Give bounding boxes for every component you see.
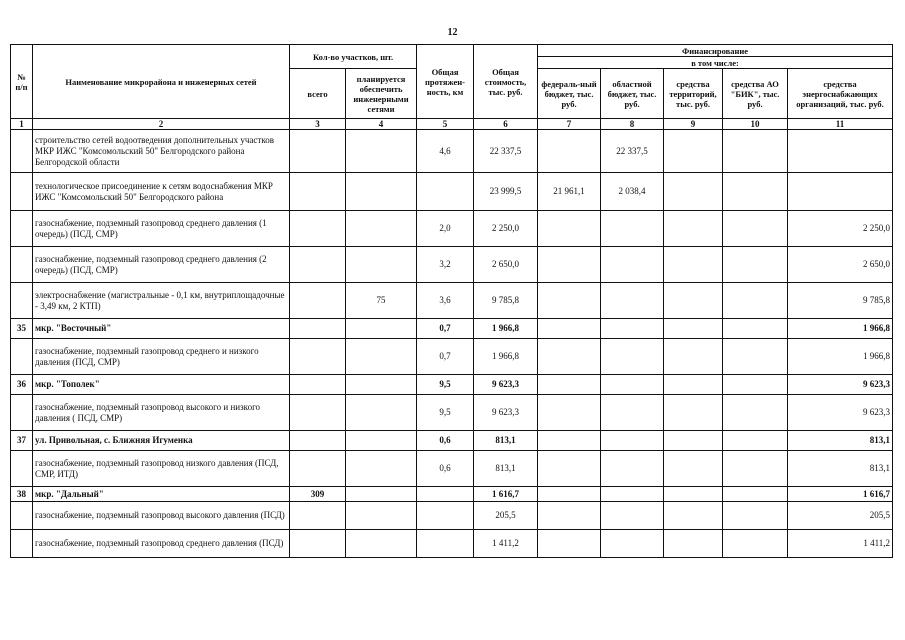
column-index-cell: 9 [664,119,723,130]
cell-regional [601,395,664,431]
cell-federal [538,339,601,375]
cell-total [290,375,346,395]
cell-energy: 9 785,8 [788,283,893,319]
cell-no: 38 [11,487,33,502]
cell-cost: 813,1 [474,451,538,487]
cell-total [290,130,346,173]
cell-no [11,339,33,375]
cell-territory [664,339,723,375]
table-row [11,395,893,431]
cell-total [290,431,346,451]
cell-name: газоснабжение, подземный газопровод высокого давления (ПСД) [33,502,290,530]
cell-no [11,130,33,173]
cell-total [290,283,346,319]
cell-no: 35 [11,319,33,339]
header-plots: Кол-во участков, шт. [290,45,417,69]
cell-length: 2,0 [417,211,474,247]
cell-regional [601,319,664,339]
cell-length: 0,7 [417,339,474,375]
cell-bik [723,502,788,530]
cell-length: 0,7 [417,319,474,339]
cell-no [11,173,33,211]
cell-energy: 813,1 [788,431,893,451]
cell-total [290,395,346,431]
table-row [11,339,893,375]
cell-federal [538,319,601,339]
cell-federal [538,530,601,558]
table-row [11,130,893,173]
cell-energy: 2 650,0 [788,247,893,283]
table-row [11,283,893,319]
cell-cost: 22 337,5 [474,130,538,173]
cell-regional [601,487,664,502]
cell-cost: 1 966,8 [474,339,538,375]
cell-no [11,530,33,558]
cell-regional [601,211,664,247]
cell-name: газоснабжение, подземный газопровод высокого и низкого давления ( ПСД, СМР) [33,395,290,431]
cell-bik [723,319,788,339]
cell-cost: 1 966,8 [474,319,538,339]
cell-planned [346,247,417,283]
cell-bik [723,451,788,487]
cell-planned [346,130,417,173]
cell-planned: 75 [346,283,417,319]
cell-no [11,451,33,487]
header-financing: Финансирование [538,45,893,57]
cell-cost: 2 250,0 [474,211,538,247]
cell-planned [346,530,417,558]
table-group-row [11,319,893,339]
table-group-row [11,431,893,451]
table-group-row [11,375,893,395]
page-number: 12 [447,27,458,38]
cell-length [417,173,474,211]
cell-length: 4,6 [417,130,474,173]
cell-regional [601,431,664,451]
cell-length: 3,2 [417,247,474,283]
table-row [11,451,893,487]
cell-federal [538,283,601,319]
table-row [11,211,893,247]
cell-federal [538,502,601,530]
cell-regional [601,339,664,375]
cell-bik [723,431,788,451]
cell-no [11,395,33,431]
cell-federal [538,130,601,173]
cell-length [417,487,474,502]
cell-regional: 2 038,4 [601,173,664,211]
header-including: в том числе: [538,57,893,69]
cell-planned [346,319,417,339]
cell-length [417,502,474,530]
cell-cost: 23 999,5 [474,173,538,211]
cell-no [11,502,33,530]
cell-no: 36 [11,375,33,395]
column-index-cell: 6 [474,119,538,130]
column-index-cell: 7 [538,119,601,130]
cell-bik [723,375,788,395]
cell-name: строительство сетей водоотведения дополнительных участков МКР ИЖС "Комсомольский 50" Белгородского района Белгородской области [33,130,290,173]
cell-name: газоснабжение, подземный газопровод среднего давления (1 очередь) (ПСД, СМР) [33,211,290,247]
cell-name: ул. Привольная, с. Ближняя Игуменка [33,431,290,451]
cell-no: 37 [11,431,33,451]
cell-planned [346,375,417,395]
header-regional: областной бюджет, тыс. руб. [601,69,664,119]
cell-no [11,247,33,283]
cell-planned [346,211,417,247]
cell-cost: 1 411,2 [474,530,538,558]
cell-no [11,283,33,319]
cell-total [290,339,346,375]
table-row [11,502,893,530]
cell-total: 309 [290,487,346,502]
cell-name: газоснабжение, подземный газопровод среднего давления (ПСД) [33,530,290,558]
cell-length: 0,6 [417,451,474,487]
header-plots-total: всего [290,69,346,119]
header-energy: средства энергоснабжающих организаций, тыс. руб. [788,69,893,119]
cell-regional [601,502,664,530]
column-index-cell: 1 [11,119,33,130]
cell-regional [601,530,664,558]
column-index-cell: 11 [788,119,893,130]
cell-territory [664,530,723,558]
cell-federal: 21 961,1 [538,173,601,211]
cell-length: 9,5 [417,375,474,395]
cell-length: 0,6 [417,431,474,451]
header-federal: федераль-ный бюджет, тыс. руб. [538,69,601,119]
column-index-cell: 10 [723,119,788,130]
cell-cost: 205,5 [474,502,538,530]
cell-planned [346,173,417,211]
cell-energy [788,173,893,211]
column-index-cell: 5 [417,119,474,130]
cell-name: мкр. "Тополек" [33,375,290,395]
table-body [11,130,893,558]
cell-length [417,530,474,558]
cell-bik [723,530,788,558]
cell-name: газоснабжение, подземный газопровод низкого давления (ПСД, СМР, ИТД) [33,451,290,487]
cell-bik [723,173,788,211]
cell-energy: 813,1 [788,451,893,487]
cell-name: газоснабжение, подземный газопровод среднего давления (2 очередь) (ПСД, СМР) [33,247,290,283]
cell-cost: 9 623,3 [474,395,538,431]
column-index-cell: 2 [33,119,290,130]
cell-energy: 2 250,0 [788,211,893,247]
header-bik: средства АО "БИК", тыс. руб. [723,69,788,119]
cell-regional [601,283,664,319]
cell-energy: 1 616,7 [788,487,893,502]
cell-federal [538,395,601,431]
cell-cost: 9 623,3 [474,375,538,395]
cell-name: электроснабжение (магистральные - 0,1 км, внутриплощадочные - 3,49 км, 2 КТП) [33,283,290,319]
cell-total [290,173,346,211]
column-index-cell: 3 [290,119,346,130]
cell-territory [664,173,723,211]
cell-energy: 9 623,3 [788,375,893,395]
cell-bik [723,283,788,319]
cell-planned [346,487,417,502]
cell-total [290,451,346,487]
cell-name: мкр. "Восточный" [33,319,290,339]
cell-cost: 1 616,7 [474,487,538,502]
cell-regional [601,451,664,487]
cell-bik [723,339,788,375]
cell-federal [538,247,601,283]
table-row [11,173,893,211]
cell-energy: 9 623,3 [788,395,893,431]
column-index-cell: 4 [346,119,417,130]
cell-territory [664,211,723,247]
cell-energy: 205,5 [788,502,893,530]
cell-total [290,530,346,558]
header-no: № п/п [11,45,33,119]
cell-cost: 813,1 [474,431,538,451]
cell-name: мкр. "Дальный" [33,487,290,502]
cell-energy [788,130,893,173]
header-territory: средства территорий, тыс. руб. [664,69,723,119]
cell-territory [664,502,723,530]
cell-federal [538,451,601,487]
cell-territory [664,130,723,173]
header-length: Общая протяжен-ность, км [417,45,474,119]
cell-cost: 9 785,8 [474,283,538,319]
cell-length: 3,6 [417,283,474,319]
cell-territory [664,395,723,431]
cell-territory [664,375,723,395]
table-group-row [11,487,893,502]
cell-bik [723,211,788,247]
cell-planned [346,395,417,431]
cell-name: газоснабжение, подземный газопровод среднего и низкого давления (ПСД, СМР) [33,339,290,375]
cell-bik [723,487,788,502]
cell-territory [664,451,723,487]
cell-total [290,247,346,283]
cell-regional [601,247,664,283]
cell-cost: 2 650,0 [474,247,538,283]
cell-federal [538,487,601,502]
cell-planned [346,502,417,530]
cell-planned [346,451,417,487]
header-name: Наименование микрорайона и инженерных сетей [33,45,290,119]
cell-no [11,211,33,247]
cell-federal [538,431,601,451]
cell-planned [346,431,417,451]
table-row [11,530,893,558]
cell-regional: 22 337,5 [601,130,664,173]
cell-regional [601,375,664,395]
cell-territory [664,283,723,319]
cell-federal [538,211,601,247]
header-cost: Общая стоимость, тыс. руб. [474,45,538,119]
cell-energy: 1 966,8 [788,339,893,375]
cell-territory [664,431,723,451]
cell-total [290,211,346,247]
cell-energy: 1 966,8 [788,319,893,339]
cell-bik [723,395,788,431]
cell-territory [664,247,723,283]
column-index-cell: 8 [601,119,664,130]
cell-total [290,319,346,339]
cell-bik [723,130,788,173]
header-plots-planned: планируется обеспечить инженерными сетями [346,69,417,119]
column-index-row [11,119,893,130]
cell-territory [664,487,723,502]
cell-name: технологическое присоединение к сетям водоснабжения МКР ИЖС "Комсомольский 50" Белгородского района [33,173,290,211]
table-row [11,247,893,283]
cell-planned [346,339,417,375]
cell-bik [723,247,788,283]
cell-total [290,502,346,530]
cell-federal [538,375,601,395]
cell-energy: 1 411,2 [788,530,893,558]
cell-territory [664,319,723,339]
financing-table [10,44,893,558]
cell-length: 9,5 [417,395,474,431]
